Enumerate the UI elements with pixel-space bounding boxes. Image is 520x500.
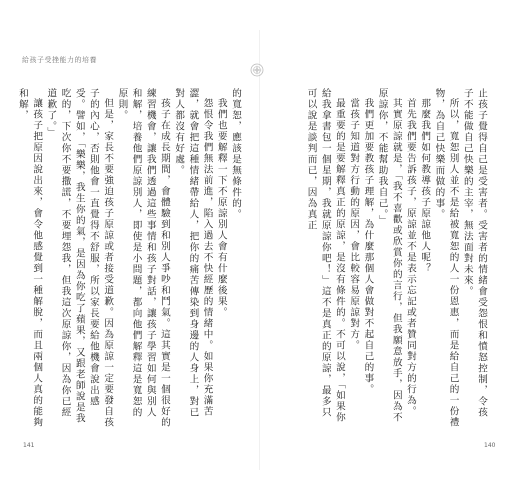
paragraph: 讓孩子把原因說出來，會令他感覺到一種解脫，而且兩個人真的能夠和解，: [16, 88, 43, 428]
paragraph: 首先我們要告訴孩子，原諒並不是表示忘記或者贊同對方的行為。: [404, 97, 416, 417]
left-page-text: [16, 88, 242, 428]
paragraph: 的寬恕，應該是無條件的。: [230, 88, 241, 220]
paragraph: 最重要的是要解釋真正的原諒，是沒有條件的。不可以說，「如果你給我拿書包一個星期，我就原諒你吧！」這不是真正的原諒，最多只可以說是談判而已，因為真正: [305, 88, 345, 423]
publisher-emblem-icon: [250, 63, 264, 77]
gutter-divider: [259, 30, 260, 470]
right-page-text: [278, 88, 488, 428]
paragraph: 那麼我們如何教導孩子原諒他人呢？: [419, 97, 431, 274]
paragraph: 我們更加要教孩子理解，為什麼那個人會做對不起自己的事。: [362, 97, 374, 395]
running-head: 給孩子受挫能力的培養: [22, 56, 97, 64]
paragraph: 怨恨令我們無法前進，陷入過去不快經歷的情緒中。如果你充滿苦澀，就會把這種情緒帶給人，把你的痛苦傳染到身邊的人身上，對已對人都沒有好處。: [173, 88, 213, 418]
paragraph: 但是，家長不要強迫孩子原諒或者接受道歉。因為原諒一定要發自孩子的內心，否則他會一直覺得不舒服，所以家長要給他機會說出感受。譬如，「樂樂，我生你的氣，是因為你吃了蘋果，又跟老師說是我吃的，下次你不要撒謊，不要埋怨我，但我這次原諒你，因為你已經道歉了。」: [45, 88, 114, 428]
paragraph: 我們也要解釋一下不原諒別人會有什麼後果。: [215, 97, 227, 318]
page-number-right: 140: [484, 442, 496, 449]
paragraph: 孩子在成長期間，會體驗到和別人爭吵和鬥氣。這其實是一個很好的練習機會，讓我們透過這些事情和孩子對話，讓孩子學習如何與別人和解，培養他們原諒別人，即使是小問題，都向他們解釋這是寬恕的原則。: [116, 88, 170, 428]
page-number-left: 141: [23, 442, 35, 449]
paragraph: 所以，寬恕別人並不是給被寬恕的人一份恩惠，而是給自己的一份禮物，為自己快樂而做的事。: [433, 88, 459, 428]
paragraph: 當孩子知道對方行動的原因，會比較容易原諒對方。: [348, 97, 360, 351]
paragraph: 止孩子覺得自己是受害者。受害者的情緒會受怨恨和憤怒控制，令孩子不能做自己快樂的主宰，無法面對未來。: [461, 88, 487, 418]
paragraph: 其實原諒就是，「我不喜歡或欣賞你的言行，但我願意放手，因為不原諒你，不能幫助我自己。」: [376, 88, 402, 423]
